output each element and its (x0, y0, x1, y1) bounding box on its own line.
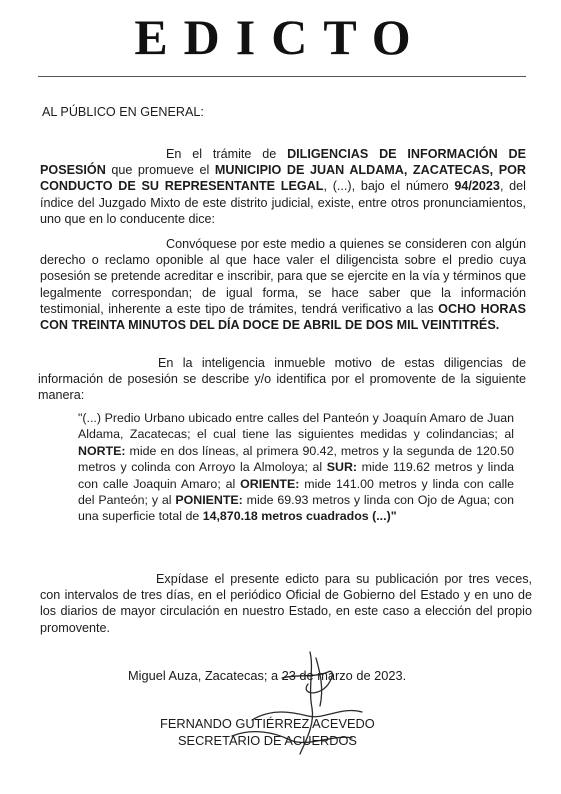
paragraph-description (38, 355, 526, 404)
procedure-type: DILIGENCIAS DE INFORMACIÓN DE POSESIÓN (40, 147, 527, 178)
text-span: mide 141.00 metros y linda con calle del Panteón; y al (78, 476, 514, 508)
signer-name: FERNANDO GUTIÉRREZ ACEVEDO (160, 716, 375, 731)
boundary-north: NORTE: (78, 443, 126, 458)
paragraph-summons (40, 236, 526, 333)
text-span: mide 69.93 metros y linda con Ojo de Agua; con una superficie total de (78, 493, 515, 524)
text-span: Convóquese por este medio a quienes se consideren con algún derecho o reclamo oponible al que hace valer el diligencista sobre el predio cuya posesión se pretende acreditar e inscribir, para que se ejercite en la vía y términos que legalmente correspondan; de igual forma, se hace saber que la información testimonial, inherente a este tipo de trámites, tendrá verificativo a las (40, 237, 526, 316)
text-span: En el trámite de (166, 147, 288, 161)
boundary-east: ORIENTE: (240, 476, 300, 491)
boundary-south: SUR: (326, 460, 358, 475)
paragraph-publication (40, 571, 532, 636)
text-span: Expídase el presente edicto para su publicación por tres veces, con intervalos de tres días, en el periódico Oficial de Gobierno del Estado y en uno de los diarios de mayor circulación en nuestro Estado, en este caso a elección del propio promovente. (40, 572, 532, 635)
text-span: En la inteligencia inmueble motivo de estas diligencias de información de posesión se describe y/o identifica por el promovente de la siguiente manera: (38, 356, 526, 403)
text-span: , del índice del Juzgado Mixto de este distrito judicial, existe, entre otros pronunciamientos, uno que en lo conducente dice: (40, 179, 526, 226)
greeting: AL PÚBLICO EN GENERAL: (42, 105, 204, 119)
text-span: que promueve el (105, 163, 215, 178)
text-span: mide en dos líneas, al primera 90.42, metros y la segunda de 120.50 metros y colinda con Arroyo la Almoloya; al (78, 443, 514, 475)
text-span: , (...), bajo el número (323, 179, 455, 194)
text-span: "(...) Predio Urbano ubicado entre calles del Panteón y Joaquín Amaro de Juan Aldama, Zacatecas; el cual tiene las siguientes medidas y colindancias; al (78, 411, 514, 442)
signer-title: SECRETARIO DE ACUERDOS (178, 733, 357, 748)
text-span: mide 119.62 metros y linda con calle Joaquin Amaro; al (78, 460, 514, 491)
total-area: 14,870.18 metros cuadrados (...)" (202, 509, 397, 524)
place-and-date: Miguel Auza, Zacatecas; a 23 de marzo de 2023. (128, 668, 407, 683)
hearing-datetime: OCHO HORAS CON TREINTA MINUTOS DEL DÍA DOCE DE ABRIL DE DOS MIL VEINTITRÉS. (40, 301, 527, 333)
promoter-name: MUNICIPIO DE JUAN ALDAMA, ZACATECAS, POR CONDUCTO DE SU REPRESENTANTE LEGAL (40, 163, 527, 194)
document-title: EDICTO (134, 9, 427, 65)
case-number: 94/2023 (454, 179, 500, 194)
title-divider (38, 76, 526, 77)
property-description-quote (78, 410, 514, 525)
boundary-west: PONIENTE: (175, 493, 243, 508)
paragraph-intro (40, 146, 526, 227)
